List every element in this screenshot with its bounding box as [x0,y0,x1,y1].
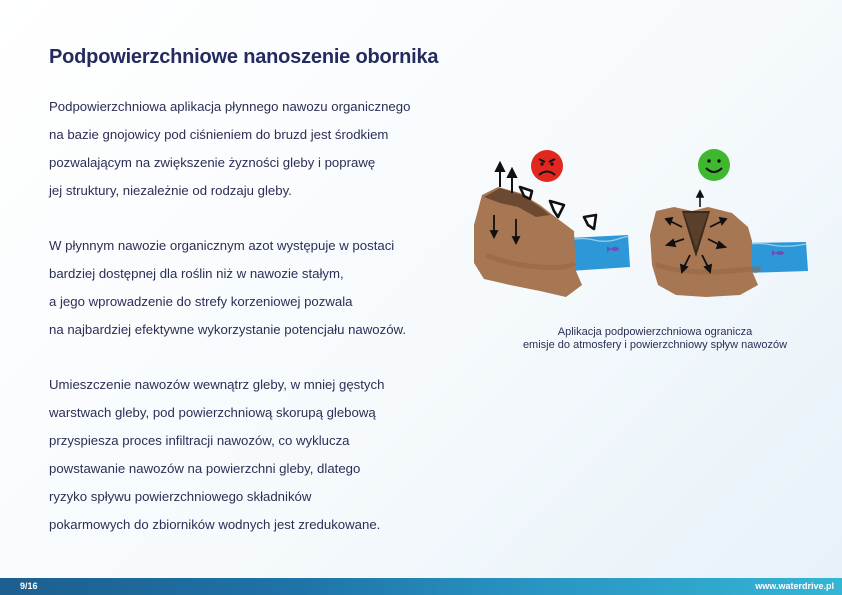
caption-line-2: emisje do atmosfery i powierzchniowy spływ nawozów [522,339,788,351]
happy-face-icon [698,149,730,181]
paragraph-3-line-1: Umieszczenie nawozów wewnątrz gleby, w mniej gęstych [49,377,385,392]
surface-application-scene [474,150,630,297]
paragraph-2-line-1: W płynnym nawozie organicznym azot występuje w postaci [49,238,395,253]
website-link[interactable]: www.waterdrive.pl [755,581,834,591]
minimal-emission-arrow [697,191,703,207]
paragraph-3-line-2: warstwach gleby, pod powierzchniową skorupą glebową [49,405,376,420]
paragraph-gap [49,348,459,375]
footer-bar [0,578,842,595]
paragraph-2-line-2: bardziej dostępnej dla roślin niż w nawozie stałym, [49,266,344,281]
subsurface-injection-scene [650,149,808,297]
paragraph-3-line-3: przyspiesza proces infiltracji nawozów, co wyklucza [49,433,350,448]
paragraph-1-line-3: pozwalającym na zwiększenie żyzności gleby i poprawę [49,155,376,170]
caption-line-1: Aplikacja podpowierzchniowa ogranicza [557,326,753,338]
page-title: Podpowierzchniowe nanoszenie obornika [49,46,439,68]
paragraph-3-line-6: pokarmowych do zbiorników wodnych jest zredukowane. [49,517,381,532]
sad-face-icon [531,150,563,182]
illustration-caption [490,326,820,352]
paragraph-1-line-4: jej struktury, niezależnie od rodzaju gleby. [49,183,292,198]
paragraph-2-line-3: a jego wprowadzenie do strefy korzeniowej pozwala [49,294,353,309]
paragraph-gap [49,209,459,236]
paragraph-3-line-4: powstawanie nawozów na powierzchni gleby, dlatego [49,461,361,476]
page-number: 9/16 [20,581,38,591]
application-illustration [470,145,816,307]
paragraph-3-line-5: ryzyko spływu powierzchniowego składników [49,489,312,504]
paragraph-1-line-2: na bazie gnojowicy pod ciśnieniem do bruzd jest środkiem [49,127,389,142]
body-text [49,97,459,543]
paragraph-2-line-4: na najbardziej efektywne wykorzystanie potencjału nawozów. [49,322,406,337]
paragraph-1-line-1: Podpowierzchniowa aplikacja płynnego nawozu organicznego [49,99,411,114]
